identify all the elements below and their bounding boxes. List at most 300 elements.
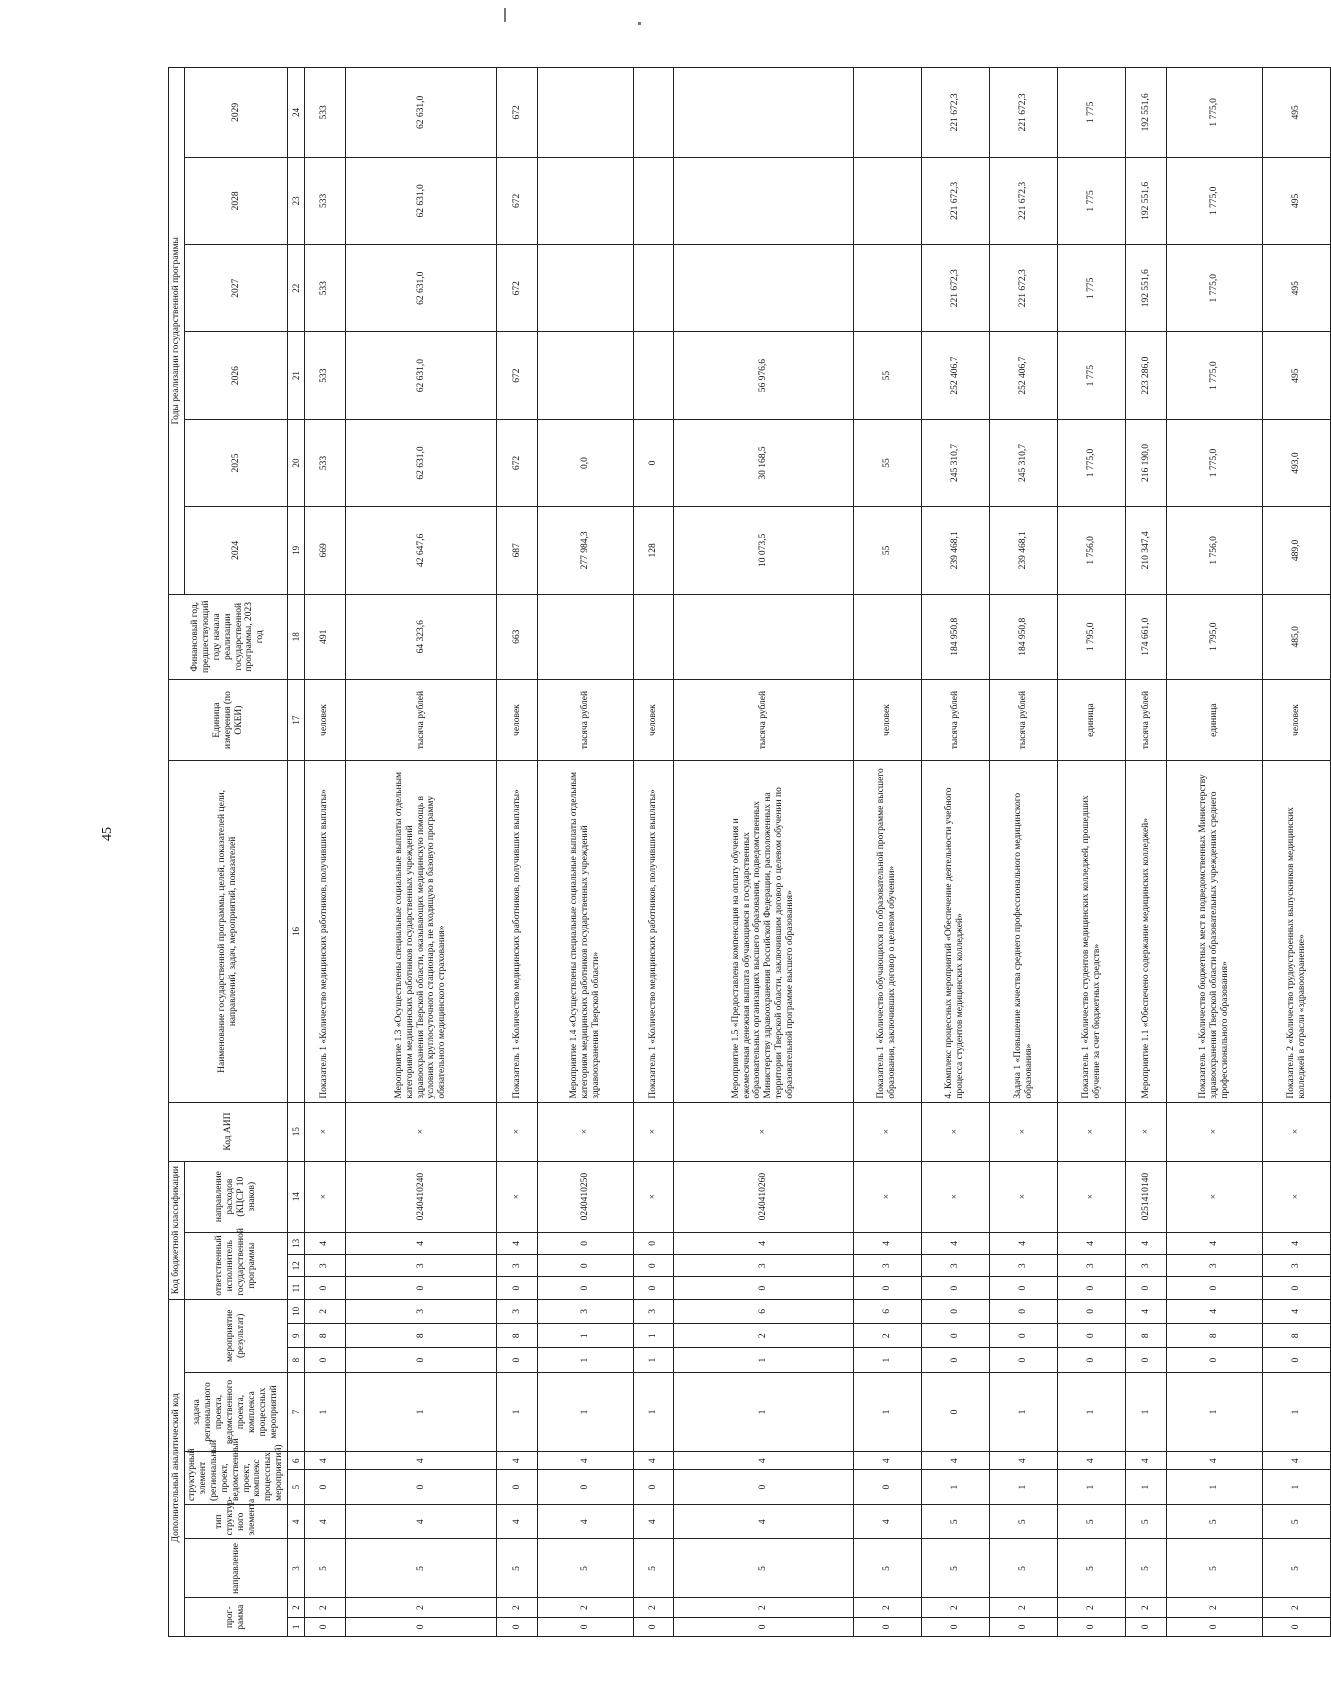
struct-type-cell: 4 [497,1504,537,1539]
table-row [1126,68,1166,1637]
executor-cell: 3 [674,1255,853,1277]
measure-cell: 3 [537,1299,633,1323]
name-header: Наименование государственной программы, целей, показателей цели, направлений, задач, мероприятий, показателей [169,761,288,1102]
column-number-cell: 11 [288,1277,305,1299]
measure-cell: 0 [1058,1299,1126,1323]
year-header: 2026 [184,332,287,419]
direction-cell: 5 [989,1539,1057,1598]
executor-cell: 0 [633,1255,673,1277]
aip-code-cell: × [345,1102,497,1161]
unit-cell: человек [497,679,537,760]
year-value-cell: 495 [1262,157,1330,244]
task-cell: 1 [305,1372,345,1451]
executor-cell: 3 [853,1255,921,1277]
unit-cell: единица [1166,679,1262,760]
year-value-cell: 1 775 [1058,332,1126,419]
struct-type-cell: 4 [345,1504,497,1539]
executor-cell: 0 [537,1255,633,1277]
program-cell: 2 [345,1598,497,1617]
executor-cell: 0 [345,1277,497,1299]
base-year-cell [853,594,921,679]
measure-cell: 4 [1126,1299,1166,1323]
year-value-cell [674,68,853,158]
year-value-cell: 533 [305,419,345,506]
year-header: 2028 [184,157,287,244]
year-value-cell: 0,0 [537,419,633,506]
executor-cell: 3 [305,1255,345,1277]
year-value-cell: 216 190,0 [1126,419,1166,506]
measure-cell: 4 [1262,1299,1330,1323]
struct-element-cell: 4 [305,1452,345,1470]
expense-direction-cell: × [1262,1161,1330,1232]
measure-cell: 2 [305,1299,345,1323]
year-value-cell: 239 468,1 [989,507,1057,594]
aip-code-cell: × [674,1102,853,1161]
column-number-cell: 5 [288,1470,305,1505]
unit-header: Единица измерения (по ОКЕИ) [169,679,288,760]
executor-cell: 0 [537,1277,633,1299]
task-cell: 1 [345,1372,497,1451]
name-cell: Мероприятие 1.3 «Осуществлены специальные социальные выплаты отдельным категориям медицинских работников государственных учреждений здравоохранения Тверской области, оказывающих медицинскую помощь в условиях круглосуточного стационара, не входящую в базовую программу обязательного медицинского страхования» [345,761,497,1102]
measure-cell: 1 [537,1348,633,1372]
struct-element-cell: 4 [1126,1452,1166,1470]
base-year-cell: 184 950,8 [921,594,989,679]
measure-cell: 6 [853,1299,921,1323]
base-year-cell: 174 661,0 [1126,594,1166,679]
year-value-cell [674,157,853,244]
task-cell: 1 [1262,1372,1330,1451]
column-number-cell: 22 [288,245,305,332]
aip-code-cell: × [633,1102,673,1161]
direction-cell: 5 [1166,1539,1262,1598]
year-value-cell [853,68,921,158]
struct-element-cell: 1 [1262,1470,1330,1505]
column-number-cell: 12 [288,1255,305,1277]
year-value-cell: 672 [497,157,537,244]
program-cell: 2 [305,1598,345,1617]
executor-cell: 3 [345,1255,497,1277]
column-number-cell: 7 [288,1372,305,1451]
scan-mark [504,8,506,22]
program-cell: 2 [1166,1598,1262,1617]
year-value-cell: 245 310,7 [989,419,1057,506]
struct-element-cell: 4 [853,1452,921,1470]
expense-direction-cell: × [1058,1161,1126,1232]
year-value-cell: 252 406,7 [989,332,1057,419]
direction-cell: 5 [497,1539,537,1598]
direction-cell: 5 [537,1539,633,1598]
task-cell: 0 [921,1372,989,1451]
struct-element-cell: 0 [345,1470,497,1505]
direction-cell: 5 [1058,1539,1126,1598]
struct-element-header: структурный элемент (региональный проект, ведомственный проект, комплекс процессных мероприятий) [184,1452,287,1505]
executor-cell: 4 [989,1232,1057,1254]
direction-cell: 5 [1262,1539,1330,1598]
program-cell: 2 [674,1598,853,1617]
struct-type-cell: 5 [1262,1504,1330,1539]
executor-cell: 0 [921,1277,989,1299]
executor-cell: 4 [921,1232,989,1254]
task-cell: 1 [633,1372,673,1451]
column-number-cell: 15 [288,1102,305,1161]
year-value-cell: 1 775,0 [1166,68,1262,158]
year-value-cell: 672 [497,332,537,419]
struct-type-cell: 4 [853,1504,921,1539]
direction-cell: 5 [633,1539,673,1598]
year-header: 2024 [184,507,287,594]
struct-type-cell: 5 [1166,1504,1262,1539]
program-cell: 0 [921,1617,989,1636]
struct-element-cell: 1 [1058,1470,1126,1505]
program-cell: 2 [853,1598,921,1617]
task-cell: 1 [989,1372,1057,1451]
name-cell: Мероприятие 1.1 «Обеспечено содержание медицинских колледжей» [1126,761,1166,1102]
expense-direction-cell: 0240410250 [537,1161,633,1232]
measure-cell: 8 [305,1324,345,1348]
struct-element-cell: 1 [1166,1470,1262,1505]
aip-code-cell: × [305,1102,345,1161]
task-cell: 1 [674,1372,853,1451]
base-year-cell: 64 323,6 [345,594,497,679]
measure-cell: 8 [345,1324,497,1348]
task-cell: 1 [537,1372,633,1451]
year-value-cell: 0 [633,419,673,506]
column-number-cell: 3 [288,1539,305,1598]
executor-cell: 0 [305,1277,345,1299]
measure-header: мероприятие (результат) [184,1299,287,1372]
name-cell: Показатель 2 «Количество трудоустроенных выпускников медицинских колледжей в отрасли «здравоохранение» [1262,761,1330,1102]
name-cell: Показатель 1 «Количество студентов медицинских колледжей, прошедших обучение за счет бюджетных средств» [1058,761,1126,1102]
measure-cell: 8 [1262,1324,1330,1348]
base-year-cell: 663 [497,594,537,679]
measure-cell: 4 [1166,1299,1262,1323]
year-value-cell: 533 [305,332,345,419]
direction-cell: 5 [674,1539,853,1598]
year-value-cell: 1 775,0 [1166,157,1262,244]
program-cell: 2 [633,1598,673,1617]
table-row [345,68,497,1637]
year-value-cell [537,68,633,158]
year-value-cell: 252 406,7 [921,332,989,419]
task-cell: 1 [1166,1372,1262,1451]
executor-cell: 0 [1126,1277,1166,1299]
year-value-cell: 1 775 [1058,245,1126,332]
column-number-cell: 21 [288,332,305,419]
column-number-cell: 24 [288,68,305,158]
task-cell: 1 [1126,1372,1166,1451]
column-number-cell: 8 [288,1348,305,1372]
program-cell: 0 [1058,1617,1126,1636]
struct-element-cell: 4 [497,1452,537,1470]
base-year-cell [633,594,673,679]
expense-direction-cell: × [853,1161,921,1232]
executor-cell: 3 [1166,1255,1262,1277]
year-value-cell: 533 [305,68,345,158]
column-number-cell: 10 [288,1299,305,1323]
executor-header: ответственный исполнитель государственной программы [184,1232,287,1299]
executor-cell: 0 [633,1277,673,1299]
struct-element-cell: 0 [497,1470,537,1505]
executor-cell: 4 [497,1232,537,1254]
name-cell: Показатель 1 «Количество бюджетных мест в подведомственных Министерству здравоохранения Тверской области образовательных учреждениях среднего профессионального образования» [1166,761,1262,1102]
year-value-cell: 672 [497,419,537,506]
unit-cell: человек [1262,679,1330,760]
year-header: 2029 [184,68,287,158]
name-cell: 4. Комплекс процессных мероприятий «Обеспечение деятельности учебного процесса студентов медицинских колледжей» [921,761,989,1102]
year-value-cell [853,245,921,332]
direction-cell: 5 [853,1539,921,1598]
year-value-cell: 495 [1262,245,1330,332]
year-value-cell: 55 [853,507,921,594]
struct-element-cell: 4 [989,1452,1057,1470]
struct-type-cell: 5 [989,1504,1057,1539]
aip-code-cell: × [537,1102,633,1161]
column-number-cell: 9 [288,1324,305,1348]
task-header: задача регионального проекта, ведомственного проекта, комплекса процессных мероприятий [184,1372,287,1451]
struct-type-cell: 4 [674,1504,853,1539]
column-number-cell: 4 [288,1504,305,1539]
rotated-table-wrapper [168,67,1307,1637]
year-value-cell: 192 551,6 [1126,68,1166,158]
base-year-cell [674,594,853,679]
table-row [989,68,1057,1637]
program-cell: 2 [1262,1598,1330,1617]
year-value-cell: 62 631,0 [345,419,497,506]
table-row [921,68,989,1637]
unit-cell: человек [853,679,921,760]
measure-cell: 2 [674,1324,853,1348]
year-value-cell [633,332,673,419]
measure-cell: 0 [1166,1348,1262,1372]
struct-element-cell: 1 [921,1470,989,1505]
year-value-cell: 210 347,4 [1126,507,1166,594]
measure-cell: 0 [1126,1348,1166,1372]
year-value-cell: 42 647,6 [345,507,497,594]
base-year-cell [537,594,633,679]
executor-cell: 0 [1058,1277,1126,1299]
name-cell: Показатель 1 «Количество обучающихся по образовательной программе высшего образования, заключивших договор о целевом обучении» [853,761,921,1102]
year-value-cell [537,157,633,244]
year-value-cell: 533 [305,245,345,332]
program-cell: 0 [305,1617,345,1636]
struct-element-cell: 4 [633,1452,673,1470]
year-value-cell: 672 [497,68,537,158]
unit-cell: единица [1058,679,1126,760]
expense-direction-cell: 0251410140 [1126,1161,1166,1232]
program-cell: 0 [537,1617,633,1636]
year-value-cell: 239 468,1 [921,507,989,594]
year-value-cell: 221 672,3 [989,68,1057,158]
table-row [497,68,537,1637]
year-value-cell: 489,0 [1262,507,1330,594]
name-cell: Показатель 1 «Количество медицинских работников, получивших выплаты» [633,761,673,1102]
program-indicators-table [168,67,1331,1637]
measure-cell: 6 [674,1299,853,1323]
executor-cell: 4 [345,1232,497,1254]
measure-cell: 3 [497,1299,537,1323]
unit-cell: тысяча рублей [674,679,853,760]
struct-type-cell: 4 [633,1504,673,1539]
measure-cell: 0 [1058,1324,1126,1348]
program-cell: 0 [1262,1617,1330,1636]
table-row [674,68,853,1637]
year-value-cell [853,157,921,244]
year-value-cell [633,68,673,158]
table-row [305,68,345,1637]
task-cell: 1 [1058,1372,1126,1451]
aip-code-cell: × [1166,1102,1262,1161]
year-value-cell: 493,0 [1262,419,1330,506]
aip-code-cell: × [989,1102,1057,1161]
executor-cell: 3 [497,1255,537,1277]
column-number-cell: 20 [288,419,305,506]
year-value-cell: 1 775,0 [1166,245,1262,332]
struct-element-cell: 4 [1058,1452,1126,1470]
base-year-cell: 1 795,0 [1058,594,1126,679]
executor-cell: 3 [1126,1255,1166,1277]
expense-direction-cell: × [1166,1161,1262,1232]
executor-cell: 4 [1058,1232,1126,1254]
aip-code-cell: × [1262,1102,1330,1161]
column-number-cell: 17 [288,679,305,760]
table-row [1262,68,1330,1637]
column-number-cell: 19 [288,507,305,594]
name-cell: Задача 1 «Повышение качества среднего профессионального медицинского образования» [989,761,1057,1102]
year-value-cell [537,245,633,332]
program-header: прог-рамма [184,1598,287,1637]
struct-element-cell: 0 [305,1470,345,1505]
year-value-cell: 687 [497,507,537,594]
column-number-cell: 1 [288,1617,305,1636]
column-number-cell: 18 [288,594,305,679]
aip-code-cell: × [1126,1102,1166,1161]
year-value-cell: 221 672,3 [921,68,989,158]
program-cell: 0 [345,1617,497,1636]
year-value-cell: 192 551,6 [1126,157,1166,244]
measure-cell: 8 [1126,1324,1166,1348]
struct-type-cell: 5 [1058,1504,1126,1539]
direction-cell: 5 [305,1539,345,1598]
year-value-cell: 128 [633,507,673,594]
year-header: 2025 [184,419,287,506]
executor-cell: 0 [537,1232,633,1254]
year-value-cell: 533 [305,157,345,244]
executor-cell: 0 [497,1277,537,1299]
struct-element-cell: 4 [674,1452,853,1470]
struct-element-cell: 4 [345,1452,497,1470]
measure-cell: 8 [497,1324,537,1348]
table-row [537,68,633,1637]
year-value-cell: 30 168,5 [674,419,853,506]
direction-cell: 5 [345,1539,497,1598]
unit-cell: тысяча рублей [1126,679,1166,760]
program-cell: 2 [497,1598,537,1617]
executor-cell: 0 [674,1277,853,1299]
year-value-cell: 55 [853,332,921,419]
expense-direction-cell: × [989,1161,1057,1232]
year-value-cell: 62 631,0 [345,245,497,332]
year-value-cell: 1 775 [1058,157,1126,244]
program-cell: 0 [989,1617,1057,1636]
struct-element-cell: 1 [989,1470,1057,1505]
program-cell: 2 [1126,1598,1166,1617]
measure-cell: 0 [1262,1348,1330,1372]
struct-element-cell: 1 [1126,1470,1166,1505]
measure-cell: 3 [345,1299,497,1323]
struct-type-cell: 4 [305,1504,345,1539]
measure-cell: 1 [537,1324,633,1348]
task-cell: 1 [853,1372,921,1451]
year-value-cell: 62 631,0 [345,157,497,244]
struct-element-cell: 0 [633,1470,673,1505]
group-years-header: Годы реализации государственной программы [169,68,185,595]
aip-code-cell: × [497,1102,537,1161]
struct-element-cell: 0 [674,1470,853,1505]
aip-code-cell: × [853,1102,921,1161]
executor-cell: 4 [853,1232,921,1254]
year-value-cell: 672 [497,245,537,332]
table-row [1166,68,1262,1637]
executor-cell: 0 [853,1277,921,1299]
executor-cell: 3 [1058,1255,1126,1277]
year-value-cell: 192 551,6 [1126,245,1166,332]
group-analytic-header: Дополнительный аналитический код [169,1299,185,1636]
executor-cell: 0 [633,1232,673,1254]
measure-cell: 0 [921,1324,989,1348]
executor-cell: 0 [1262,1277,1330,1299]
year-value-cell [674,245,853,332]
executor-cell: 0 [1166,1277,1262,1299]
scan-mark [638,22,641,25]
executor-cell: 4 [1166,1232,1262,1254]
measure-cell: 1 [633,1348,673,1372]
expense-direction-cell: 0240410240 [345,1161,497,1232]
year-value-cell: 223 286,0 [1126,332,1166,419]
year-value-cell: 62 631,0 [345,332,497,419]
year-value-cell: 221 672,3 [989,157,1057,244]
measure-cell: 2 [853,1324,921,1348]
aip-code-cell: × [921,1102,989,1161]
year-value-cell: 495 [1262,332,1330,419]
struct-element-cell: 4 [537,1452,633,1470]
table-row [633,68,673,1637]
year-value-cell: 1 775 [1058,68,1126,158]
column-number-cell: 13 [288,1232,305,1254]
aip-code-cell: × [1058,1102,1126,1161]
expense-direction-cell: × [921,1161,989,1232]
group-budget-header: Код бюджетной классификации [169,1161,185,1299]
measure-cell: 0 [345,1348,497,1372]
program-cell: 0 [853,1617,921,1636]
column-number-cell: 2 [288,1598,305,1617]
name-cell: Показатель 1 «Количество медицинских работников, получивших выплаты» [497,761,537,1102]
direction-cell: 5 [1126,1539,1166,1598]
direction-cell: 5 [921,1539,989,1598]
measure-cell: 0 [497,1348,537,1372]
year-value-cell: 55 [853,419,921,506]
measure-cell: 0 [989,1348,1057,1372]
year-value-cell: 1 775,0 [1166,332,1262,419]
name-cell: Мероприятие 1.5 «Предоставлена компенсация на оплату обучения и ежемесячная денежная выплата обучающимся в государственных образовательных организациях высшего образования, подведомственных Министерству здравоохранения Российской Федерации, расположенных на территории Тверской области, заключившим договор о целевом обучении по образовательной программе высшего образования» [674,761,853,1102]
struct-element-cell: 4 [1166,1452,1262,1470]
year-value-cell [633,157,673,244]
unit-cell: человек [305,679,345,760]
struct-element-cell: 0 [853,1470,921,1505]
year-value-cell: 56 976,6 [674,332,853,419]
year-value-cell [633,245,673,332]
executor-cell: 4 [1126,1232,1166,1254]
base-year-cell: 1 795,0 [1166,594,1262,679]
